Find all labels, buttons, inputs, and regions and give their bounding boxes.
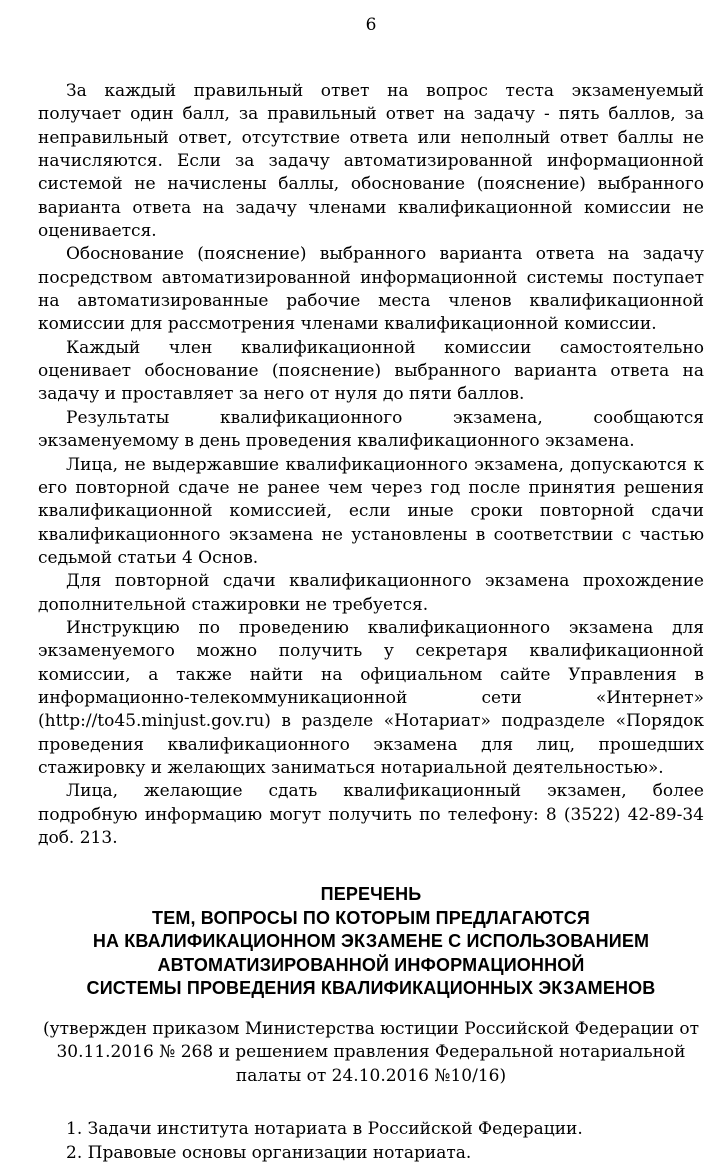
- paragraph-member-evaluation: Каждый член квалификационной комиссии самостоятельно оценивает обоснование (пояснение) выбранного варианта ответа на задачу и проставляет за него от нуля до пяти баллов.: [38, 337, 704, 405]
- document-page: [38, 14, 704, 1165]
- body-text: [38, 80, 704, 850]
- page-number: 6: [365, 15, 377, 35]
- paragraph-results: Результаты квалификационного экзамена, сообщаются экзаменуемому в день проведения квалификационного экзамена.: [38, 407, 704, 452]
- paragraph-contact-phone: Лица, желающие сдать квалификационный экзамен, более подробную информацию могут получить по телефону: 8 (3522) 42-89-34 доб. 213.: [38, 781, 704, 848]
- list-item: 1. Задачи института нотариата в Российской Федерации.: [66, 1119, 583, 1140]
- topics-list-heading: [38, 883, 704, 1001]
- paragraph-scoring: За каждый правильный ответ на вопрос теста экзаменуемый получает один балл, за правильный ответ на задачу - пять баллов, за неправильный ответ, отсутствие ответа или неполный ответ баллы не начисляются. Если за задачу автоматизированной информационной системой не начислены баллы, обоснование (пояснение) выбранного варианта ответа на задачу членами квалификационной комиссии не оценивается.: [38, 81, 704, 242]
- paragraph-retake: Лица, не выдержавшие квалификационного экзамена, допускаются к его повторной сдаче не ранее чем через год после принятия решения квалификационной комиссией, если иные сроки повторной сдачи квалификационного экзамена не установлены в соответствии с частью седьмой статьи 4 Основ.: [38, 454, 704, 568]
- topics-list: [38, 1117, 704, 1165]
- paragraph-instruction: Инструкцию по проведению квалификационного экзамена для экзаменуемого можно получить у секретаря квалификационной комиссии, а также найти на официальном сайте Управления в информационно-телекоммуникационной сети «Интернет» (http://to45.minjust.gov.ru) в разделе «Нотариат» подразделе «Порядок проведения квалификационного экзамена для лиц, прошедших стажировку и желающих заниматься нотариальной деятельностью».: [38, 617, 704, 778]
- paragraph-internship: Для повторной сдачи квалификационного экзамена прохождение дополнительной стажировки не требуется.: [38, 571, 704, 615]
- heading-line: СИСТЕМЫ ПРОВЕДЕНИЯ КВАЛИФИКАЦИОННЫХ ЭКЗАМЕНОВ: [86, 978, 656, 999]
- heading-line: ТЕМ, ВОПРОСЫ ПО КОТОРЫМ ПРЕДЛАГАЮТСЯ: [152, 907, 590, 928]
- heading-line: НА КВАЛИФИКАЦИОННОМ ЭКЗАМЕНЕ С ИСПОЛЬЗОВАНИЕМ: [92, 931, 650, 952]
- heading-line: ПЕРЕЧЕНЬ: [320, 884, 422, 905]
- paragraph-justification-delivery: Обоснование (пояснение) выбранного варианта ответа на задачу посредством автоматизированной информационной системы поступает на автоматизированные рабочие места членов квалификационной комиссии для рассмотрения членами квалификационной комиссии.: [38, 244, 704, 335]
- approval-note: (утвержден приказом Министерства юстиции Российской Федерации от 30.11.2016 № 268 и решением правления Федеральной нотариальной палаты от 24.10.2016 №10/16): [42, 1018, 700, 1086]
- list-item: 2. Правовые основы организации нотариата.: [66, 1143, 472, 1164]
- heading-line: АВТОМАТИЗИРОВАННОЙ ИНФОРМАЦИОННОЙ: [157, 954, 585, 975]
